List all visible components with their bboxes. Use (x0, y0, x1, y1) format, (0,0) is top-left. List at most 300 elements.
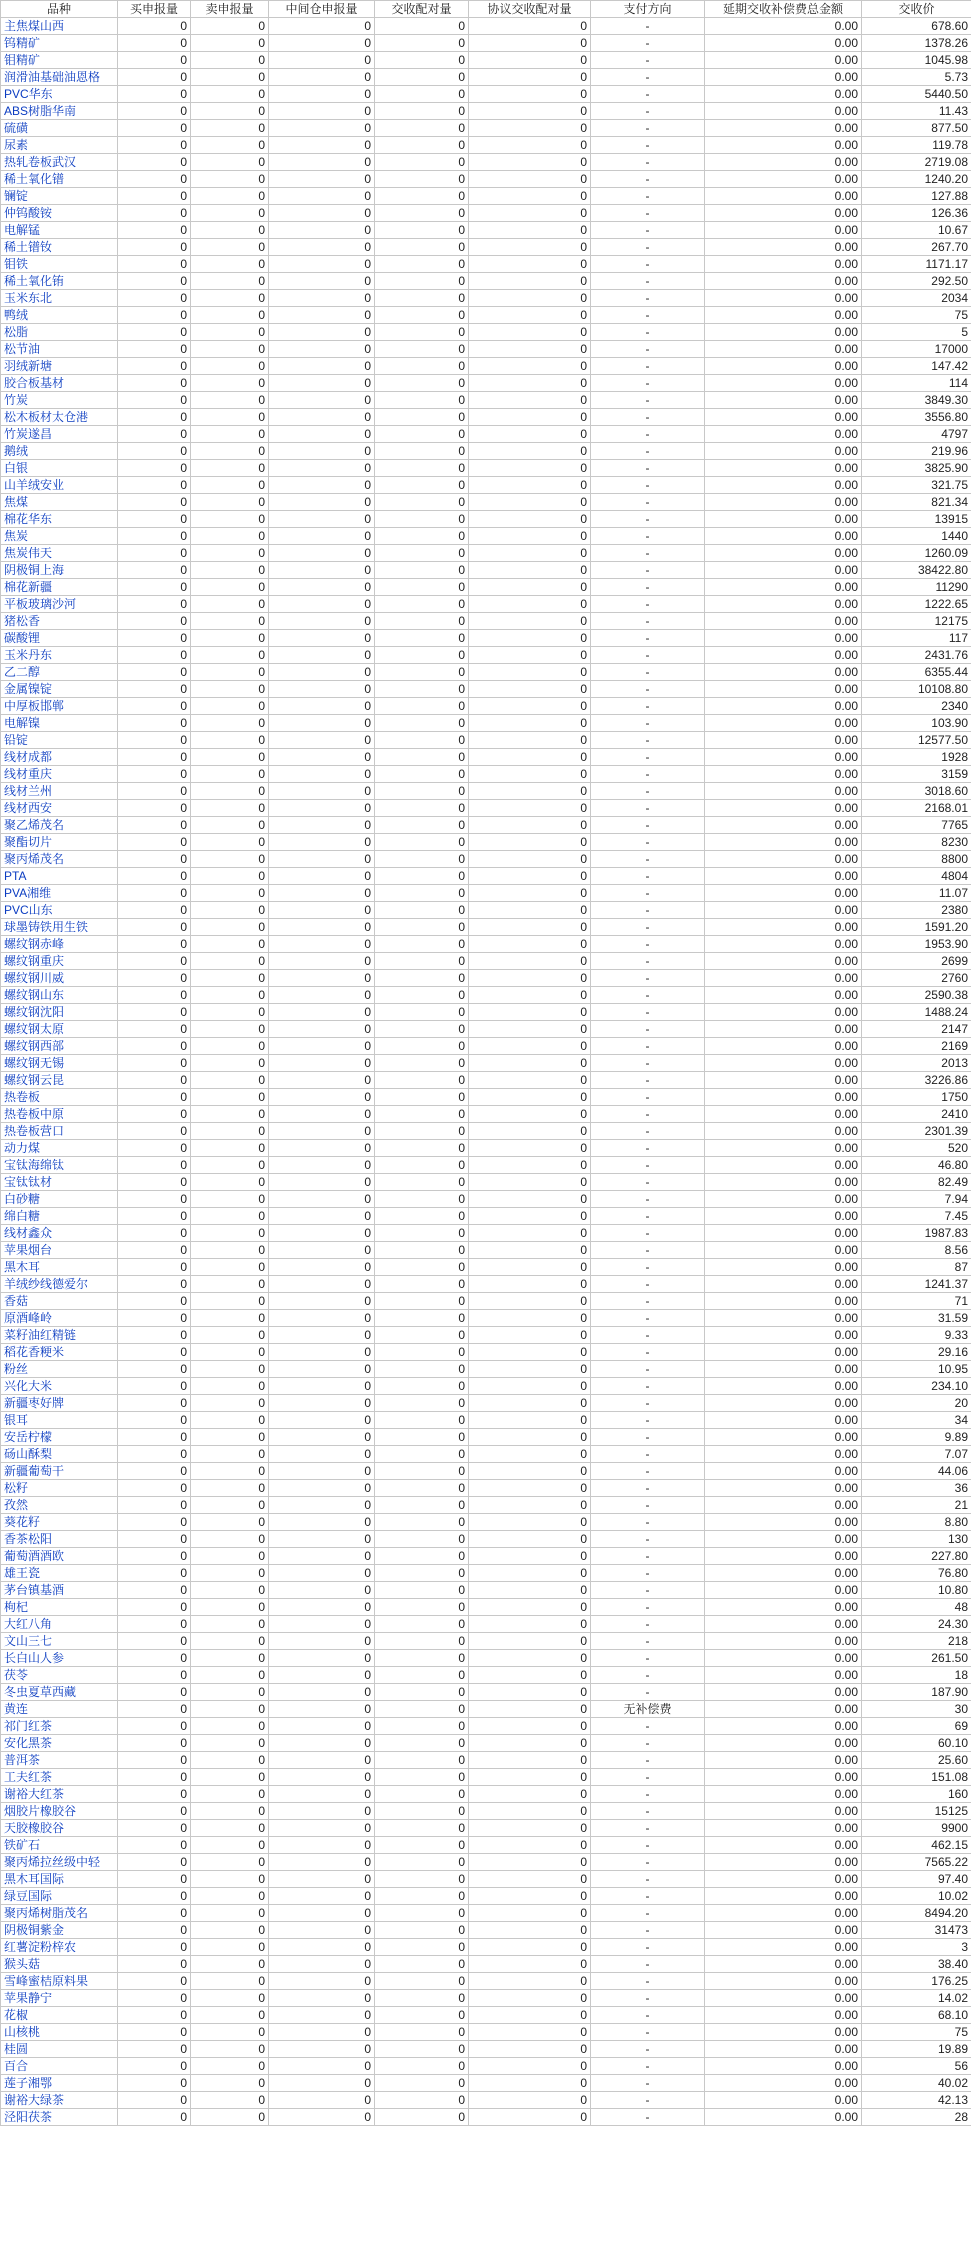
cell-delivery-price: 11.43 (862, 103, 971, 120)
cell-product (1, 273, 118, 290)
cell-delivery-price: 9.89 (862, 1429, 971, 1446)
product-link[interactable]: 粉丝 (4, 1362, 29, 1376)
table-row (1, 1599, 971, 1616)
product-link[interactable]: 茯苓 (4, 1668, 29, 1682)
cell-mid-warehouse-quantity: 0 (269, 1293, 375, 1310)
cell-agreement-matched-quantity: 0 (469, 1837, 591, 1854)
table-row (1, 1837, 971, 1854)
table-row (1, 1752, 971, 1769)
cell-delivery-price: 69 (862, 1718, 971, 1735)
product-link[interactable]: 竹炭遂昌 (4, 427, 53, 441)
cell-product (1, 1956, 118, 1973)
cell-payment-direction: - (591, 596, 705, 613)
cell-product (1, 1242, 118, 1259)
cell-delivery-matched-quantity: 0 (375, 528, 469, 545)
table-row (1, 1786, 971, 1803)
cell-agreement-matched-quantity: 0 (469, 1038, 591, 1055)
product-link[interactable]: 枸杞 (4, 1600, 29, 1614)
product-link[interactable]: 竹炭 (4, 393, 29, 407)
cell-delivery-matched-quantity: 0 (375, 1514, 469, 1531)
product-link[interactable]: 硫磺 (4, 121, 29, 135)
cell-buy-quantity: 0 (118, 1123, 191, 1140)
cell-delivery-price: 678.60 (862, 18, 971, 35)
cell-payment-direction: - (591, 1310, 705, 1327)
product-link[interactable]: 球墨铸铁用生铁 (4, 920, 89, 934)
cell-buy-quantity: 0 (118, 1905, 191, 1922)
cell-agreement-matched-quantity: 0 (469, 477, 591, 494)
product-link[interactable]: PVC山东 (4, 903, 53, 917)
product-link[interactable]: 雄王瓷 (4, 1566, 41, 1580)
product-link[interactable]: 松木板材太仓港 (4, 410, 89, 424)
table-row (1, 1123, 971, 1140)
cell-delivery-price: 10.67 (862, 222, 971, 239)
product-link[interactable]: 乙二醇 (4, 665, 41, 679)
product-link[interactable]: 兴化大米 (4, 1379, 53, 1393)
cell-delivery-matched-quantity: 0 (375, 1922, 469, 1939)
cell-sell-quantity: 0 (191, 562, 269, 579)
cell-sell-quantity: 0 (191, 902, 269, 919)
cell-buy-quantity: 0 (118, 1803, 191, 1820)
cell-product (1, 2024, 118, 2041)
product-link[interactable]: 砀山酥梨 (4, 1447, 53, 1461)
cell-buy-quantity: 0 (118, 953, 191, 970)
cell-mid-warehouse-quantity: 0 (269, 1582, 375, 1599)
cell-payment-direction: - (591, 987, 705, 1004)
table-row (1, 970, 971, 987)
product-link[interactable]: 烟胶片橡胶谷 (4, 1804, 77, 1818)
cell-product (1, 664, 118, 681)
cell-buy-quantity: 0 (118, 273, 191, 290)
cell-sell-quantity: 0 (191, 1242, 269, 1259)
cell-sell-quantity: 0 (191, 324, 269, 341)
product-link[interactable]: 稀土氧化铕 (4, 274, 65, 288)
cell-sell-quantity: 0 (191, 1140, 269, 1157)
product-link[interactable]: 钼铁 (4, 257, 29, 271)
table-row (1, 1072, 971, 1089)
cell-agreement-matched-quantity: 0 (469, 1650, 591, 1667)
product-link[interactable]: 苹果静宁 (4, 1991, 53, 2005)
product-link[interactable]: 谢裕大红茶 (4, 1787, 65, 1801)
cell-buy-quantity: 0 (118, 1990, 191, 2007)
product-link[interactable]: 香菇 (4, 1294, 29, 1308)
table-row (1, 222, 971, 239)
table-row (1, 35, 971, 52)
cell-payment-direction: - (591, 494, 705, 511)
table-row (1, 392, 971, 409)
product-link[interactable]: 聚乙烯茂名 (4, 818, 65, 832)
product-link[interactable]: 螺纹钢云昆 (4, 1073, 65, 1087)
product-link[interactable]: 原酒峰岭 (4, 1311, 53, 1325)
product-link[interactable]: PVA湘维 (4, 886, 52, 900)
product-link[interactable]: 主焦煤山西 (4, 19, 65, 33)
cell-product (1, 307, 118, 324)
table-row (1, 137, 971, 154)
cell-buy-quantity: 0 (118, 1871, 191, 1888)
product-link[interactable]: 莲子湘鄂 (4, 2076, 53, 2090)
product-link[interactable]: 茅台镇基酒 (4, 1583, 65, 1597)
product-link[interactable]: 钨精矿 (4, 36, 41, 50)
cell-sell-quantity: 0 (191, 137, 269, 154)
product-link[interactable]: 孜然 (4, 1498, 29, 1512)
table-row (1, 1157, 971, 1174)
cell-delivery-price: 1928 (862, 749, 971, 766)
cell-sell-quantity: 0 (191, 1055, 269, 1072)
cell-agreement-matched-quantity: 0 (469, 1888, 591, 1905)
product-link[interactable]: 动力煤 (4, 1141, 41, 1155)
product-link[interactable]: 稀土氧化镨 (4, 172, 65, 186)
cell-sell-quantity: 0 (191, 1446, 269, 1463)
cell-payment-direction: - (591, 1174, 705, 1191)
cell-sell-quantity: 0 (191, 443, 269, 460)
cell-buy-quantity: 0 (118, 239, 191, 256)
product-link[interactable]: 阴极铜紫金 (4, 1923, 65, 1937)
cell-mid-warehouse-quantity: 0 (269, 2109, 375, 2126)
cell-sell-quantity: 0 (191, 1378, 269, 1395)
product-link[interactable]: 碳酸锂 (4, 631, 41, 645)
cell-delivery-price: 75 (862, 2024, 971, 2041)
table-row (1, 511, 971, 528)
product-link[interactable]: 花椒 (4, 2008, 29, 2022)
cell-mid-warehouse-quantity: 0 (269, 1667, 375, 1684)
cell-product (1, 1616, 118, 1633)
table-row (1, 1106, 971, 1123)
cell-agreement-matched-quantity: 0 (469, 52, 591, 69)
product-link[interactable]: 镧锭 (4, 189, 29, 203)
product-link[interactable]: 稻花香粳米 (4, 1345, 65, 1359)
cell-payment-direction: - (591, 1888, 705, 1905)
product-link[interactable]: 大红八角 (4, 1617, 53, 1631)
product-link[interactable]: 润滑油基础油恩格 (4, 70, 101, 84)
product-link[interactable]: 螺纹钢赤峰 (4, 937, 65, 951)
table-row (1, 698, 971, 715)
product-link[interactable]: 白砂糖 (4, 1192, 41, 1206)
table-row (1, 1276, 971, 1293)
cell-buy-quantity: 0 (118, 1344, 191, 1361)
product-link[interactable]: 天胶橡胶谷 (4, 1821, 65, 1835)
product-link[interactable]: 螺纹钢川威 (4, 971, 65, 985)
cell-deferred-compensation-total: 0.00 (705, 1463, 862, 1480)
cell-mid-warehouse-quantity: 0 (269, 1769, 375, 1786)
product-link[interactable]: 焦炭伟天 (4, 546, 53, 560)
cell-buy-quantity: 0 (118, 630, 191, 647)
product-link[interactable]: 新疆枣好牌 (4, 1396, 65, 1410)
cell-buy-quantity: 0 (118, 18, 191, 35)
product-link[interactable]: 松籽 (4, 1481, 29, 1495)
cell-buy-quantity: 0 (118, 1820, 191, 1837)
product-link[interactable]: 绿豆国际 (4, 1889, 53, 1903)
cell-sell-quantity: 0 (191, 732, 269, 749)
cell-delivery-matched-quantity: 0 (375, 324, 469, 341)
product-link[interactable]: 鸭绒 (4, 308, 29, 322)
product-link[interactable]: 山羊绒安业 (4, 478, 65, 492)
product-link[interactable]: 线材成都 (4, 750, 53, 764)
cell-delivery-price: 1378.26 (862, 35, 971, 52)
cell-product (1, 1548, 118, 1565)
cell-buy-quantity: 0 (118, 1004, 191, 1021)
cell-agreement-matched-quantity: 0 (469, 1871, 591, 1888)
cell-payment-direction: - (591, 1497, 705, 1514)
product-link[interactable]: 线材兰州 (4, 784, 53, 798)
product-link[interactable]: 文山三七 (4, 1634, 53, 1648)
cell-mid-warehouse-quantity: 0 (269, 2092, 375, 2109)
cell-agreement-matched-quantity: 0 (469, 834, 591, 851)
product-link[interactable]: 电解锰 (4, 223, 41, 237)
product-link[interactable]: 仲钨酸铵 (4, 206, 53, 220)
table-row (1, 86, 971, 103)
product-link[interactable]: PTA (4, 869, 27, 883)
product-link[interactable]: 猪松香 (4, 614, 41, 628)
product-link[interactable]: 普洱茶 (4, 1753, 41, 1767)
cell-delivery-matched-quantity: 0 (375, 1769, 469, 1786)
cell-delivery-price: 38.40 (862, 1956, 971, 1973)
cell-payment-direction: - (591, 834, 705, 851)
cell-agreement-matched-quantity: 0 (469, 69, 591, 86)
cell-delivery-price: 19.89 (862, 2041, 971, 2058)
cell-buy-quantity: 0 (118, 1701, 191, 1718)
cell-delivery-matched-quantity: 0 (375, 120, 469, 137)
product-link[interactable]: 热轧卷板武汉 (4, 155, 77, 169)
product-link[interactable]: 安化黑茶 (4, 1736, 53, 1750)
cell-delivery-price: 5.73 (862, 69, 971, 86)
product-link[interactable]: 热卷板中原 (4, 1107, 65, 1121)
cell-sell-quantity: 0 (191, 1956, 269, 1973)
product-link[interactable]: 棉花新疆 (4, 580, 53, 594)
cell-delivery-price: 292.50 (862, 273, 971, 290)
product-link[interactable]: 红薯淀粉梓农 (4, 1940, 77, 1954)
table-row (1, 562, 971, 579)
cell-deferred-compensation-total: 0.00 (705, 1004, 862, 1021)
product-link[interactable]: 黑木耳 (4, 1260, 41, 1274)
cell-mid-warehouse-quantity: 0 (269, 1548, 375, 1565)
product-link[interactable]: 松脂 (4, 325, 29, 339)
product-link[interactable]: 宝钛海绵钛 (4, 1158, 65, 1172)
cell-product (1, 630, 118, 647)
cell-sell-quantity: 0 (191, 664, 269, 681)
product-link[interactable]: 山核桃 (4, 2025, 41, 2039)
product-link[interactable]: 热卷板营口 (4, 1124, 65, 1138)
product-link[interactable]: 银耳 (4, 1413, 29, 1427)
product-link[interactable]: 泾阳茯茶 (4, 2110, 53, 2124)
cell-delivery-price: 8.80 (862, 1514, 971, 1531)
cell-mid-warehouse-quantity: 0 (269, 1089, 375, 1106)
cell-agreement-matched-quantity: 0 (469, 596, 591, 613)
cell-agreement-matched-quantity: 0 (469, 664, 591, 681)
cell-delivery-matched-quantity: 0 (375, 1463, 469, 1480)
product-link[interactable]: 松节油 (4, 342, 41, 356)
cell-delivery-price: 119.78 (862, 137, 971, 154)
cell-deferred-compensation-total: 0.00 (705, 1803, 862, 1820)
product-link[interactable]: 螺纹钢山东 (4, 988, 65, 1002)
cell-buy-quantity: 0 (118, 1718, 191, 1735)
cell-delivery-price: 76.80 (862, 1565, 971, 1582)
cell-agreement-matched-quantity: 0 (469, 868, 591, 885)
cell-product (1, 579, 118, 596)
product-link[interactable]: 热卷板 (4, 1090, 41, 1104)
product-link[interactable]: 螺纹钢西部 (4, 1039, 65, 1053)
product-link[interactable]: 棉花华东 (4, 512, 53, 526)
cell-delivery-price: 1222.65 (862, 596, 971, 613)
product-link[interactable]: 安岳柠檬 (4, 1430, 53, 1444)
product-link[interactable]: 铅锭 (4, 733, 29, 747)
cell-product (1, 1259, 118, 1276)
product-link[interactable]: 猴头菇 (4, 1957, 41, 1971)
cell-buy-quantity: 0 (118, 1378, 191, 1395)
cell-mid-warehouse-quantity: 0 (269, 715, 375, 732)
cell-payment-direction: - (591, 171, 705, 188)
cell-sell-quantity: 0 (191, 868, 269, 885)
cell-deferred-compensation-total: 0.00 (705, 1361, 862, 1378)
product-link[interactable]: 聚酯切片 (4, 835, 53, 849)
product-link[interactable]: 铁矿石 (4, 1838, 41, 1852)
product-link[interactable]: 长白山人参 (4, 1651, 65, 1665)
product-link[interactable]: 线材西安 (4, 801, 53, 815)
table-row (1, 1378, 971, 1395)
cell-delivery-price: 9900 (862, 1820, 971, 1837)
cell-delivery-price: 10108.80 (862, 681, 971, 698)
cell-agreement-matched-quantity: 0 (469, 35, 591, 52)
cell-delivery-matched-quantity: 0 (375, 715, 469, 732)
cell-buy-quantity: 0 (118, 562, 191, 579)
cell-mid-warehouse-quantity: 0 (269, 766, 375, 783)
table-row (1, 2058, 971, 2075)
cell-mid-warehouse-quantity: 0 (269, 987, 375, 1004)
cell-mid-warehouse-quantity: 0 (269, 1021, 375, 1038)
table-row (1, 341, 971, 358)
cell-product (1, 1752, 118, 1769)
product-link[interactable]: 祁门红茶 (4, 1719, 53, 1733)
product-link[interactable]: 金属镍锭 (4, 682, 53, 696)
product-link[interactable]: 工夫红茶 (4, 1770, 53, 1784)
product-link[interactable]: 螺纹钢重庆 (4, 954, 65, 968)
cell-buy-quantity: 0 (118, 919, 191, 936)
product-link[interactable]: 菜籽油红精链 (4, 1328, 77, 1342)
cell-mid-warehouse-quantity: 0 (269, 545, 375, 562)
cell-agreement-matched-quantity: 0 (469, 494, 591, 511)
product-link[interactable]: 平板玻璃沙河 (4, 597, 77, 611)
product-link[interactable]: 苹果烟台 (4, 1243, 53, 1257)
table-row (1, 1633, 971, 1650)
product-link[interactable]: 葵花籽 (4, 1515, 41, 1529)
cell-product (1, 477, 118, 494)
product-link[interactable]: 宝钛钛材 (4, 1175, 53, 1189)
product-link[interactable]: 谢裕大绿茶 (4, 2093, 65, 2107)
table-row (1, 324, 971, 341)
cell-payment-direction: - (591, 69, 705, 86)
product-link[interactable]: 葡萄酒酒欧 (4, 1549, 65, 1563)
table-row (1, 460, 971, 477)
product-link[interactable]: 百合 (4, 2059, 29, 2073)
cell-deferred-compensation-total: 0.00 (705, 851, 862, 868)
cell-product (1, 375, 118, 392)
cell-payment-direction: - (591, 1667, 705, 1684)
cell-deferred-compensation-total: 0.00 (705, 1106, 862, 1123)
product-link[interactable]: 螺纹钢无锡 (4, 1056, 65, 1070)
column-header-mid-warehouse-quantity: 中间仓申报量 (269, 1, 375, 18)
product-link[interactable]: 新疆葡萄干 (4, 1464, 65, 1478)
cell-buy-quantity: 0 (118, 2041, 191, 2058)
cell-delivery-matched-quantity: 0 (375, 52, 469, 69)
table-row (1, 239, 971, 256)
product-link[interactable]: 阴极铜上海 (4, 563, 65, 577)
product-link[interactable]: 焦炭 (4, 529, 29, 543)
cell-deferred-compensation-total: 0.00 (705, 460, 862, 477)
cell-delivery-matched-quantity: 0 (375, 1582, 469, 1599)
product-link[interactable]: 玉米丹东 (4, 648, 53, 662)
product-link[interactable]: 螺纹钢沈阳 (4, 1005, 65, 1019)
cell-payment-direction: - (591, 1752, 705, 1769)
cell-agreement-matched-quantity: 0 (469, 1599, 591, 1616)
product-link[interactable]: 冬虫夏草西藏 (4, 1685, 77, 1699)
cell-deferred-compensation-total: 0.00 (705, 1616, 862, 1633)
cell-agreement-matched-quantity: 0 (469, 120, 591, 137)
product-link[interactable]: 中厚板邯郸 (4, 699, 65, 713)
product-link[interactable]: 聚丙烯树脂茂名 (4, 1906, 89, 1920)
product-link[interactable]: 胶合板基材 (4, 376, 65, 390)
product-link[interactable]: 钼精矿 (4, 53, 41, 67)
product-link[interactable]: 玉米东北 (4, 291, 53, 305)
product-link[interactable]: 白银 (4, 461, 29, 475)
product-link[interactable]: 聚丙烯茂名 (4, 852, 65, 866)
cell-payment-direction: - (591, 2075, 705, 2092)
cell-delivery-matched-quantity: 0 (375, 1412, 469, 1429)
cell-agreement-matched-quantity: 0 (469, 936, 591, 953)
product-link[interactable]: 线材重庆 (4, 767, 53, 781)
cell-payment-direction: - (591, 1208, 705, 1225)
cell-sell-quantity: 0 (191, 1106, 269, 1123)
cell-delivery-price: 31.59 (862, 1310, 971, 1327)
cell-delivery-matched-quantity: 0 (375, 1990, 469, 2007)
product-link[interactable]: 黄连 (4, 1702, 29, 1716)
cell-delivery-matched-quantity: 0 (375, 1718, 469, 1735)
product-link[interactable]: 聚丙烯拉丝级中轻 (4, 1855, 101, 1869)
cell-payment-direction: - (591, 970, 705, 987)
product-link[interactable]: 羊绒纱线德爱尔 (4, 1277, 89, 1291)
product-link[interactable]: 雪峰蜜桔原料果 (4, 1974, 89, 1988)
cell-sell-quantity: 0 (191, 1803, 269, 1820)
cell-product (1, 1905, 118, 1922)
product-link[interactable]: 电解镍 (4, 716, 41, 730)
product-link[interactable]: 尿素 (4, 138, 29, 152)
cell-product (1, 290, 118, 307)
cell-delivery-price: 25.60 (862, 1752, 971, 1769)
cell-product (1, 1191, 118, 1208)
product-link[interactable]: 桂圆 (4, 2042, 29, 2056)
cell-product (1, 732, 118, 749)
cell-payment-direction: - (591, 1939, 705, 1956)
cell-agreement-matched-quantity: 0 (469, 1072, 591, 1089)
product-link[interactable]: 线材鑫众 (4, 1226, 53, 1240)
product-link[interactable]: 鹅绒 (4, 444, 29, 458)
cell-product (1, 426, 118, 443)
cell-mid-warehouse-quantity: 0 (269, 1633, 375, 1650)
product-link[interactable]: 稀土镨钕 (4, 240, 53, 254)
cell-sell-quantity: 0 (191, 256, 269, 273)
product-link[interactable]: 香茶松阳 (4, 1532, 53, 1546)
product-link[interactable]: ABS树脂华南 (4, 104, 77, 118)
cell-mid-warehouse-quantity: 0 (269, 1157, 375, 1174)
product-link[interactable]: 焦煤 (4, 495, 29, 509)
cell-payment-direction: - (591, 307, 705, 324)
cell-product (1, 919, 118, 936)
product-link[interactable]: 羽绒新塘 (4, 359, 53, 373)
cell-agreement-matched-quantity: 0 (469, 1463, 591, 1480)
product-link[interactable]: 黑木耳国际 (4, 1872, 65, 1886)
cell-delivery-price: 126.36 (862, 205, 971, 222)
product-link[interactable]: PVC华东 (4, 87, 53, 101)
product-link[interactable]: 绵白糖 (4, 1209, 41, 1223)
cell-delivery-price: 1953.90 (862, 936, 971, 953)
product-link[interactable]: 螺纹钢太原 (4, 1022, 65, 1036)
